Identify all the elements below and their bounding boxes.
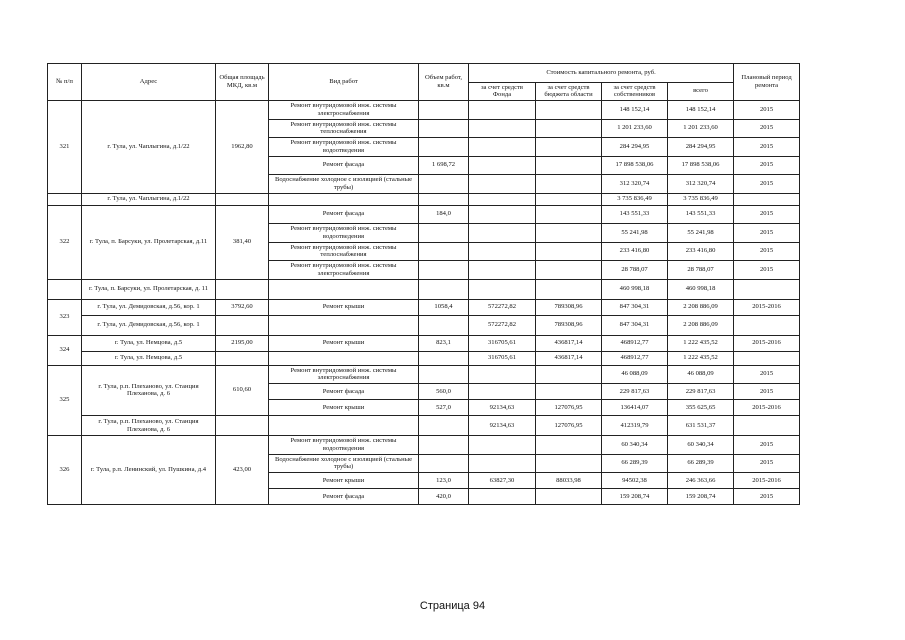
table-row: [48, 436, 800, 455]
work-type: Ремонт крыши: [269, 335, 419, 351]
cost-region: [536, 138, 602, 157]
cost-region: 88033,98: [536, 473, 602, 489]
work-type: Ремонт фасада: [269, 205, 419, 224]
work-volume: [419, 138, 469, 157]
cost-region: [536, 242, 602, 261]
cost-region: [536, 365, 602, 384]
row-area: 381,40: [216, 205, 269, 279]
work-volume: [419, 101, 469, 120]
page-number: Страница 94: [419, 600, 486, 612]
subtotal-row: [48, 416, 800, 436]
cost-fund: [469, 101, 536, 120]
work-volume: 527,0: [419, 400, 469, 416]
subtotal-address: г. Тула, ул. Демидовская, д.56, кор. 1: [82, 315, 216, 335]
subtotal-row: [48, 351, 800, 365]
work-volume: [419, 224, 469, 243]
subtotal-region: [536, 279, 602, 299]
row-address: г. Тула, ул. Чаплыгина, д.1/22: [82, 101, 216, 194]
work-volume: [419, 454, 469, 473]
header-region: за счет средств бюджета области: [536, 82, 602, 101]
work-type: Ремонт фасада: [269, 384, 419, 400]
cost-total: 1 222 435,52: [668, 335, 734, 351]
cost-own: 284 294,95: [602, 138, 668, 157]
cost-fund: [469, 261, 536, 280]
subtotal-fund: 92134,63: [469, 416, 536, 436]
subtotal-row: [48, 315, 800, 335]
header-area: Общая площадь МКД, кв.м: [216, 64, 269, 101]
row-address: г. Тула, ул. Немцова, д.5: [82, 335, 216, 351]
table-row: [48, 335, 800, 351]
table-row: [48, 365, 800, 384]
cost-region: [536, 489, 602, 505]
cost-own: 233 416,80: [602, 242, 668, 261]
cost-own: 94502,38: [602, 473, 668, 489]
cost-own: 143 551,33: [602, 205, 668, 224]
work-type: Ремонт крыши: [269, 473, 419, 489]
cost-region: [536, 384, 602, 400]
subtotal-region: 127076,95: [536, 416, 602, 436]
row-number: 325: [48, 365, 82, 436]
cost-own: 229 817,63: [602, 384, 668, 400]
work-volume: [419, 242, 469, 261]
subtotal-total: 460 998,18: [668, 279, 734, 299]
subtotal-own: 847 304,31: [602, 315, 668, 335]
repair-period: 2015: [734, 261, 800, 280]
subtotal-own: 3 735 836,49: [602, 193, 668, 205]
cost-fund: [469, 436, 536, 455]
cost-region: 127076,95: [536, 400, 602, 416]
subtotal-fund: 316705,61: [469, 351, 536, 365]
cost-fund: 63827,30: [469, 473, 536, 489]
work-type: Ремонт крыши: [269, 400, 419, 416]
subtotal-fund: [469, 279, 536, 299]
subtotal-total: 2 208 886,09: [668, 315, 734, 335]
work-type: Ремонт внутридомовой инж. системы теплоснабжения: [269, 119, 419, 138]
cost-fund: [469, 489, 536, 505]
row-area: 423,00: [216, 436, 269, 505]
repair-period: 2015: [734, 454, 800, 473]
work-type: Ремонт крыши: [269, 299, 419, 315]
repair-period: 2015: [734, 365, 800, 384]
header-total: всего: [668, 82, 734, 101]
cost-total: 2 208 886,09: [668, 299, 734, 315]
subtotal-region: 436817,14: [536, 351, 602, 365]
cost-fund: 92134,63: [469, 400, 536, 416]
subtotal-total: 3 735 836,49: [668, 193, 734, 205]
work-volume: [419, 175, 469, 194]
repair-period: 2015: [734, 101, 800, 120]
cost-own: 17 898 538,06: [602, 156, 668, 175]
work-volume: [419, 436, 469, 455]
row-area: 1962,80: [216, 101, 269, 194]
work-type: Ремонт внутридомовой инж. системы водоотведения: [269, 436, 419, 455]
row-number: 326: [48, 436, 82, 505]
row-address: г. Тула, ул. Демидовская, д.56, кор. 1: [82, 299, 216, 315]
subtotal-total: 1 222 435,52: [668, 351, 734, 365]
cost-region: [536, 436, 602, 455]
cost-total: 312 320,74: [668, 175, 734, 194]
cost-own: 28 788,07: [602, 261, 668, 280]
cost-fund: [469, 175, 536, 194]
work-type: Ремонт внутридомовой инж. системы водоотведения: [269, 138, 419, 157]
repair-period: 2015: [734, 436, 800, 455]
table-row: [48, 205, 800, 224]
cost-own: 148 152,14: [602, 101, 668, 120]
subtotal-own: 468912,77: [602, 351, 668, 365]
subtotal-row: [48, 193, 800, 205]
row-number: 322: [48, 205, 82, 279]
cost-total: 46 088,09: [668, 365, 734, 384]
subtotal-fund: [469, 193, 536, 205]
cost-fund: [469, 365, 536, 384]
cost-own: 312 320,74: [602, 175, 668, 194]
work-volume: [419, 261, 469, 280]
cost-fund: [469, 156, 536, 175]
cost-region: [536, 101, 602, 120]
work-type: Ремонт фасада: [269, 489, 419, 505]
cost-total: 28 788,07: [668, 261, 734, 280]
cost-own: 66 289,39: [602, 454, 668, 473]
repair-period: 2015-2016: [734, 335, 800, 351]
cost-total: 148 152,14: [668, 101, 734, 120]
cost-own: 847 304,31: [602, 299, 668, 315]
cost-total: 355 625,65: [668, 400, 734, 416]
cost-region: [536, 205, 602, 224]
subtotal-total: 631 531,37: [668, 416, 734, 436]
cost-fund: 572272,82: [469, 299, 536, 315]
work-volume: 1 698,72: [419, 156, 469, 175]
work-volume: 1058,4: [419, 299, 469, 315]
cost-total: 1 201 233,60: [668, 119, 734, 138]
subtotal-region: 789308,96: [536, 315, 602, 335]
header-cost: Стоимость капитального ремонта, руб.: [469, 64, 734, 83]
cost-total: 159 208,74: [668, 489, 734, 505]
work-type: Ремонт внутридомовой инж. системы электроснабжения: [269, 261, 419, 280]
cost-total: 55 241,98: [668, 224, 734, 243]
cost-fund: [469, 224, 536, 243]
subtotal-address: г. Тула, ул. Чаплыгина, д.1/22: [82, 193, 216, 205]
cost-fund: [469, 384, 536, 400]
header-work: Вид работ: [269, 64, 419, 101]
cost-region: [536, 175, 602, 194]
header-address: Адрес: [82, 64, 216, 101]
cost-region: [536, 454, 602, 473]
work-type: Ремонт внутридомовой инж. системы электроснабжения: [269, 365, 419, 384]
row-area: 3792,60: [216, 299, 269, 315]
subtotal-address: г. Тула, ул. Немцова, д.5: [82, 351, 216, 365]
cost-own: 159 208,74: [602, 489, 668, 505]
repair-register-table: [47, 63, 800, 505]
repair-period: 2015: [734, 138, 800, 157]
work-type: Ремонт внутридомовой инж. системы электроснабжения: [269, 101, 419, 120]
cost-region: 436817,14: [536, 335, 602, 351]
cost-own: 1 201 233,60: [602, 119, 668, 138]
cost-total: 60 340,34: [668, 436, 734, 455]
subtotal-fund: 572272,82: [469, 315, 536, 335]
work-volume: 560,0: [419, 384, 469, 400]
cost-total: 143 551,33: [668, 205, 734, 224]
repair-period: 2015: [734, 205, 800, 224]
work-type: Ремонт внутридомовой инж. системы теплоснабжения: [269, 242, 419, 261]
header-own: за счет средств собственников: [602, 82, 668, 101]
cost-region: [536, 119, 602, 138]
row-number: 321: [48, 101, 82, 194]
repair-period: 2015: [734, 242, 800, 261]
subtotal-region: [536, 193, 602, 205]
work-volume: [419, 365, 469, 384]
cost-total: 17 898 538,06: [668, 156, 734, 175]
row-address: г. Тула, р.п. Плехановo, ул. Станция Плеханова, д. 6: [82, 365, 216, 416]
cost-total: 246 363,66: [668, 473, 734, 489]
table-row: [48, 299, 800, 315]
work-volume: 123,0: [419, 473, 469, 489]
repair-period: 2015-2016: [734, 473, 800, 489]
cost-own: 60 340,34: [602, 436, 668, 455]
work-volume: 420,0: [419, 489, 469, 505]
header-volume: Объем работ, кв.м: [419, 64, 469, 101]
cost-fund: [469, 119, 536, 138]
cost-total: 66 289,39: [668, 454, 734, 473]
cost-total: 229 817,63: [668, 384, 734, 400]
subtotal-own: 460 998,18: [602, 279, 668, 299]
repair-period: 2015: [734, 156, 800, 175]
header-fund: за счет средств Фонда: [469, 82, 536, 101]
cost-total: 284 294,95: [668, 138, 734, 157]
table-row: [48, 101, 800, 120]
cost-fund: [469, 242, 536, 261]
work-volume: 823,1: [419, 335, 469, 351]
subtotal-address: г. Тула, р.п. Плеханово, ул. Станция Плеханова, д. 6: [82, 416, 216, 436]
header-period: Плановый период ремонта: [734, 64, 800, 101]
cost-own: 136414,07: [602, 400, 668, 416]
cost-region: [536, 261, 602, 280]
row-address: г. Тула, р.п. Ленинский, ул. Пушкина, д.4: [82, 436, 216, 505]
row-area: 2195,00: [216, 335, 269, 351]
cost-fund: [469, 454, 536, 473]
cost-fund: 316705,61: [469, 335, 536, 351]
cost-region: [536, 224, 602, 243]
row-number: 323: [48, 299, 82, 335]
work-type: Ремонт фасада: [269, 156, 419, 175]
row-number: 324: [48, 335, 82, 365]
work-type: Ремонт внутридомовой инж. системы водоотведения: [269, 224, 419, 243]
cost-own: 46 088,09: [602, 365, 668, 384]
repair-period: 2015: [734, 224, 800, 243]
cost-region: [536, 156, 602, 175]
cost-region: 789308,96: [536, 299, 602, 315]
work-type: Водоснабжение холодное с изоляцией (стальные трубы): [269, 175, 419, 194]
work-volume: 184,0: [419, 205, 469, 224]
cost-total: 233 416,80: [668, 242, 734, 261]
repair-period: 2015: [734, 175, 800, 194]
cost-own: 55 241,98: [602, 224, 668, 243]
repair-period: 2015: [734, 119, 800, 138]
subtotal-address: г. Тула, п. Барсуки, ул. Пролетарская, д. 11: [82, 279, 216, 299]
header-num: № п/п: [48, 64, 82, 101]
repair-period: 2015: [734, 384, 800, 400]
cost-fund: [469, 205, 536, 224]
subtotal-row: [48, 279, 800, 299]
work-type: Водоснабжение холодное с изоляцией (стальные трубы): [269, 454, 419, 473]
work-volume: [419, 119, 469, 138]
repair-period: 2015: [734, 489, 800, 505]
row-area: 610,60: [216, 365, 269, 416]
row-address: г. Тула, п. Барсуки, ул. Пролетарская, д.11: [82, 205, 216, 279]
repair-period: 2015-2016: [734, 400, 800, 416]
subtotal-own: 412319,79: [602, 416, 668, 436]
repair-period: 2015-2016: [734, 299, 800, 315]
cost-fund: [469, 138, 536, 157]
cost-own: 468912,77: [602, 335, 668, 351]
